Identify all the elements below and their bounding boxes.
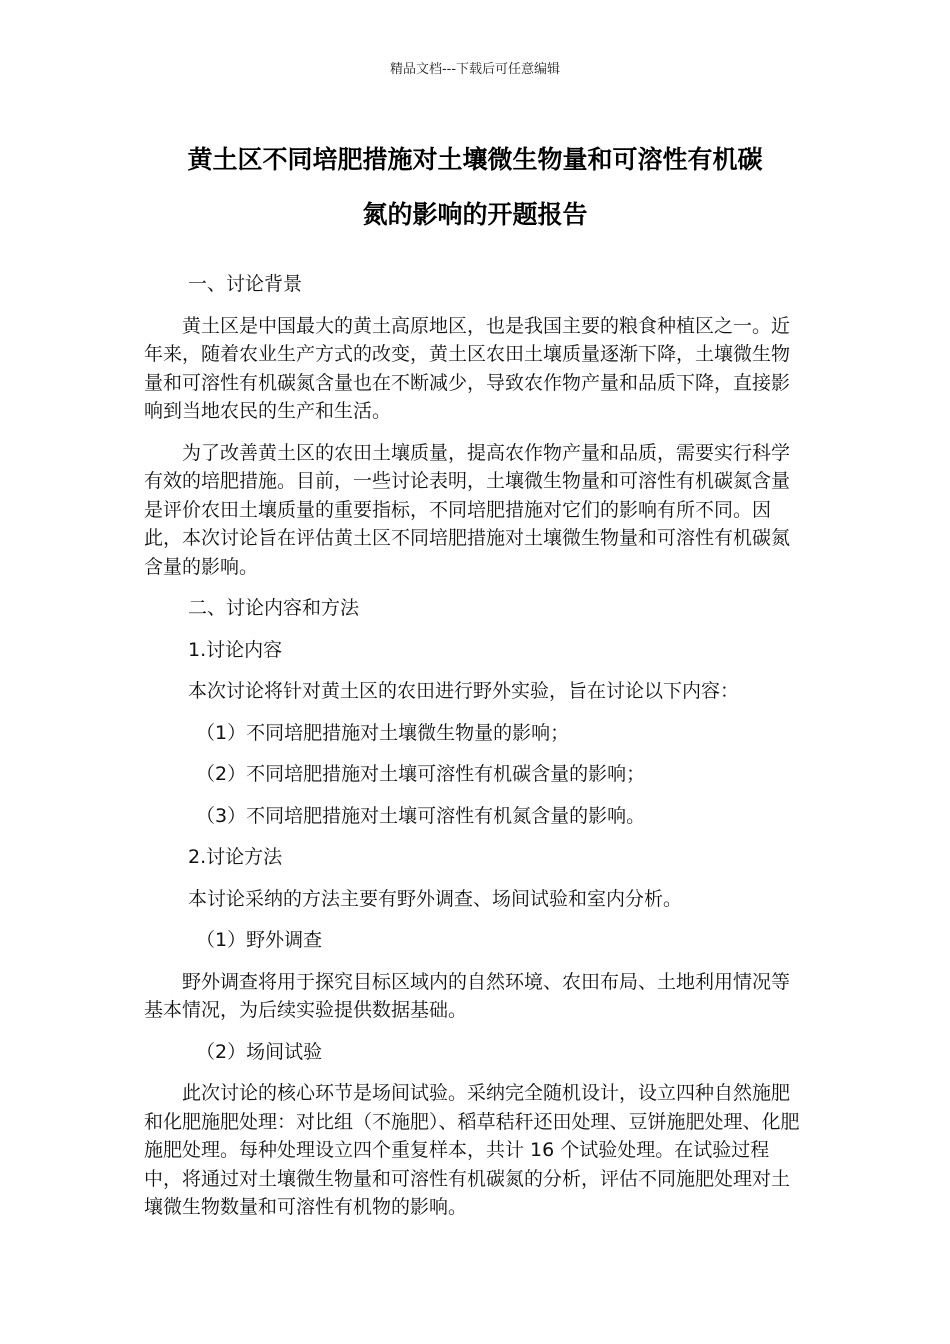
section-heading: 一、讨论背景	[188, 273, 303, 295]
document-title-line-2: 氮的影响的开题报告	[362, 200, 588, 229]
paragraph: 本次讨论将针对黄土区的农田进行野外实验，旨在讨论以下内容：	[188, 680, 740, 702]
section-heading: 二、讨论内容和方法	[188, 597, 360, 619]
paragraph: 野外调查将用于探究目标区域内的自然环境、农田布局、土地利用情况等基本情况，为后续实验提供数据基础。	[144, 970, 791, 1021]
list-item: （1）野外调查	[196, 929, 323, 951]
list-item: （3）不同培肥措施对土壤可溶性有机氮含量的影响。	[196, 804, 646, 827]
paragraph: 黄土区是中国最大的黄土高原地区，也是我国主要的粮食种植区之一。近年来，随着农业生产方式的改变，黄土区农田土壤质量逐渐下降，土壤微生物量和可溶性有机碳氮含量也在不断减少，导致农作物产量和品质下降，直接影响到当地农民的生产和生活。	[144, 314, 791, 422]
list-item: （1）不同培肥措施对土壤微生物量的影响；	[196, 721, 570, 744]
document-title-line-1: 黄土区不同培肥措施对土壤微生物量和可溶性有机碳	[187, 145, 763, 174]
subsection-heading: 1.讨论内容	[188, 638, 283, 661]
paragraph: 本讨论采纳的方法主要有野外调查、场间试验和室内分析。	[188, 887, 683, 910]
page-header: 精品文档---下载后可任意编辑	[389, 62, 561, 77]
subsection-heading: 2.讨论方法	[188, 846, 283, 868]
list-item: （2）场间试验	[196, 1040, 323, 1063]
document-body	[144, 270, 804, 1235]
list-item: （2）不同培肥措施对土壤可溶性有机碳含量的影响；	[196, 763, 646, 785]
paragraph: 此次讨论的核心环节是场间试验。采纳完全随机设计，设立四种自然施肥和化肥施肥处理：对比组（不施肥）、稻草秸秆还田处理、豆饼施肥处理、化肥施肥处理。每种处理设立四个重复样本，共计 16 个试验处理。在试验过程中，将通过对土壤微生物量和可溶性有机碳氮的分析，评估不同施肥处理对土壤微生物数量和可溶性有机物的影响。	[144, 1082, 800, 1218]
paragraph: 为了改善黄土区的农田土壤质量，提高农作物产量和品质，需要实行科学有效的培肥措施。目前，一些讨论表明，土壤微生物量和可溶性有机碳氮含量是评价农田土壤质量的重要指标，不同培肥措施对它们的影响有所不同。因此，本次讨论旨在评估黄土区不同培肥措施对土壤微生物量和可溶性有机碳氮含量的影响。	[144, 441, 791, 578]
